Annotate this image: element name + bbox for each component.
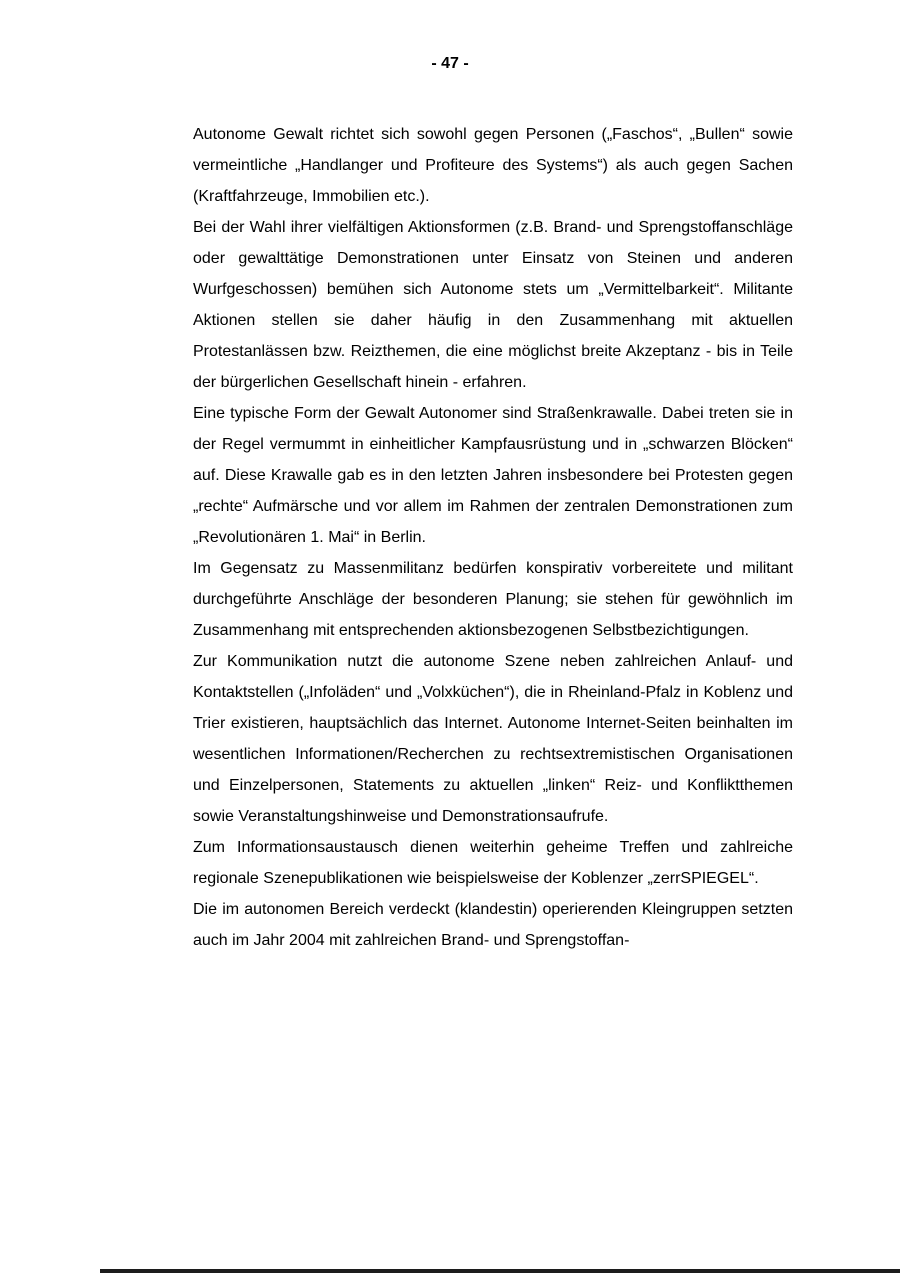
page-number: - 47 - [431, 55, 469, 72]
paragraph: Bei der Wahl ihrer vielfältigen Aktionsformen (z.B. Brand- und Sprengstoffanschläge oder gewalttätige Demonstrationen unter Einsatz von Steinen und anderen Wurfgeschossen) bemühen sich Autonome stets um „Vermittelbarkeit“. Militante Aktionen stellen sie daher häufig in den Zusammenhang mit aktuellen Protestanlässen bzw. Reizthemen, die eine möglichst breite Akzeptanz - bis in Teile der bürgerlichen Gesellschaft hinein - erfahren. [193, 219, 793, 391]
paragraph: Zur Kommunikation nutzt die autonome Szene neben zahlreichen Anlauf- und Kontaktstellen („Infoläden“ und „Volxküchen“), die in Rheinland-Pfalz in Koblenz und Trier existieren, hauptsächlich das Internet. Autonome Internet-Seiten beinhalten im wesentlichen Informationen/Recherchen zu rechtsextremistischen Organisationen und Einzelpersonen, Statements zu aktuellen „linken“ Reiz- und Konfliktthemen sowie Veranstaltungshinweise und Demonstrationsaufrufe. [193, 653, 793, 825]
paragraph: Im Gegensatz zu Massenmilitanz bedürfen konspirativ vorbereitete und militant durchgeführte Anschläge der besonderen Planung; sie stehen für gewöhnlich im Zusammenhang mit entsprechenden aktionsbezogenen Selbstbezichtigungen. [193, 560, 793, 639]
page-content [193, 119, 793, 956]
paragraph: Zum Informationsaustausch dienen weiterhin geheime Treffen und zahlreiche regionale Szenepublikationen wie beispielsweise der Koblenzer „zerrSPIEGEL“. [193, 839, 793, 887]
paragraph: Die im autonomen Bereich verdeckt (klandestin) operierenden Kleingruppen setzten auch im Jahr 2004 mit zahlreichen Brand- und Sprengstoffan- [193, 901, 793, 949]
paragraph: Eine typische Form der Gewalt Autonomer sind Straßenkrawalle. Dabei treten sie in der Regel vermummt in einheitlicher Kampfausrüstung und in „schwarzen Blöcken“ auf. Diese Krawalle gab es in den letzten Jahren insbesondere bei Protesten gegen „rechte“ Aufmärsche und vor allem im Rahmen der zentralen Demonstrationen zum „Revolutionären 1. Mai“ in Berlin. [193, 405, 793, 546]
page-bottom-edge [100, 1269, 900, 1273]
paragraph: Autonome Gewalt richtet sich sowohl gegen Personen („Faschos“, „Bullen“ sowie vermeintliche „Handlanger und Profiteure des Systems“) als auch gegen Sachen (Kraftfahrzeuge, Immobilien etc.). [193, 126, 793, 205]
